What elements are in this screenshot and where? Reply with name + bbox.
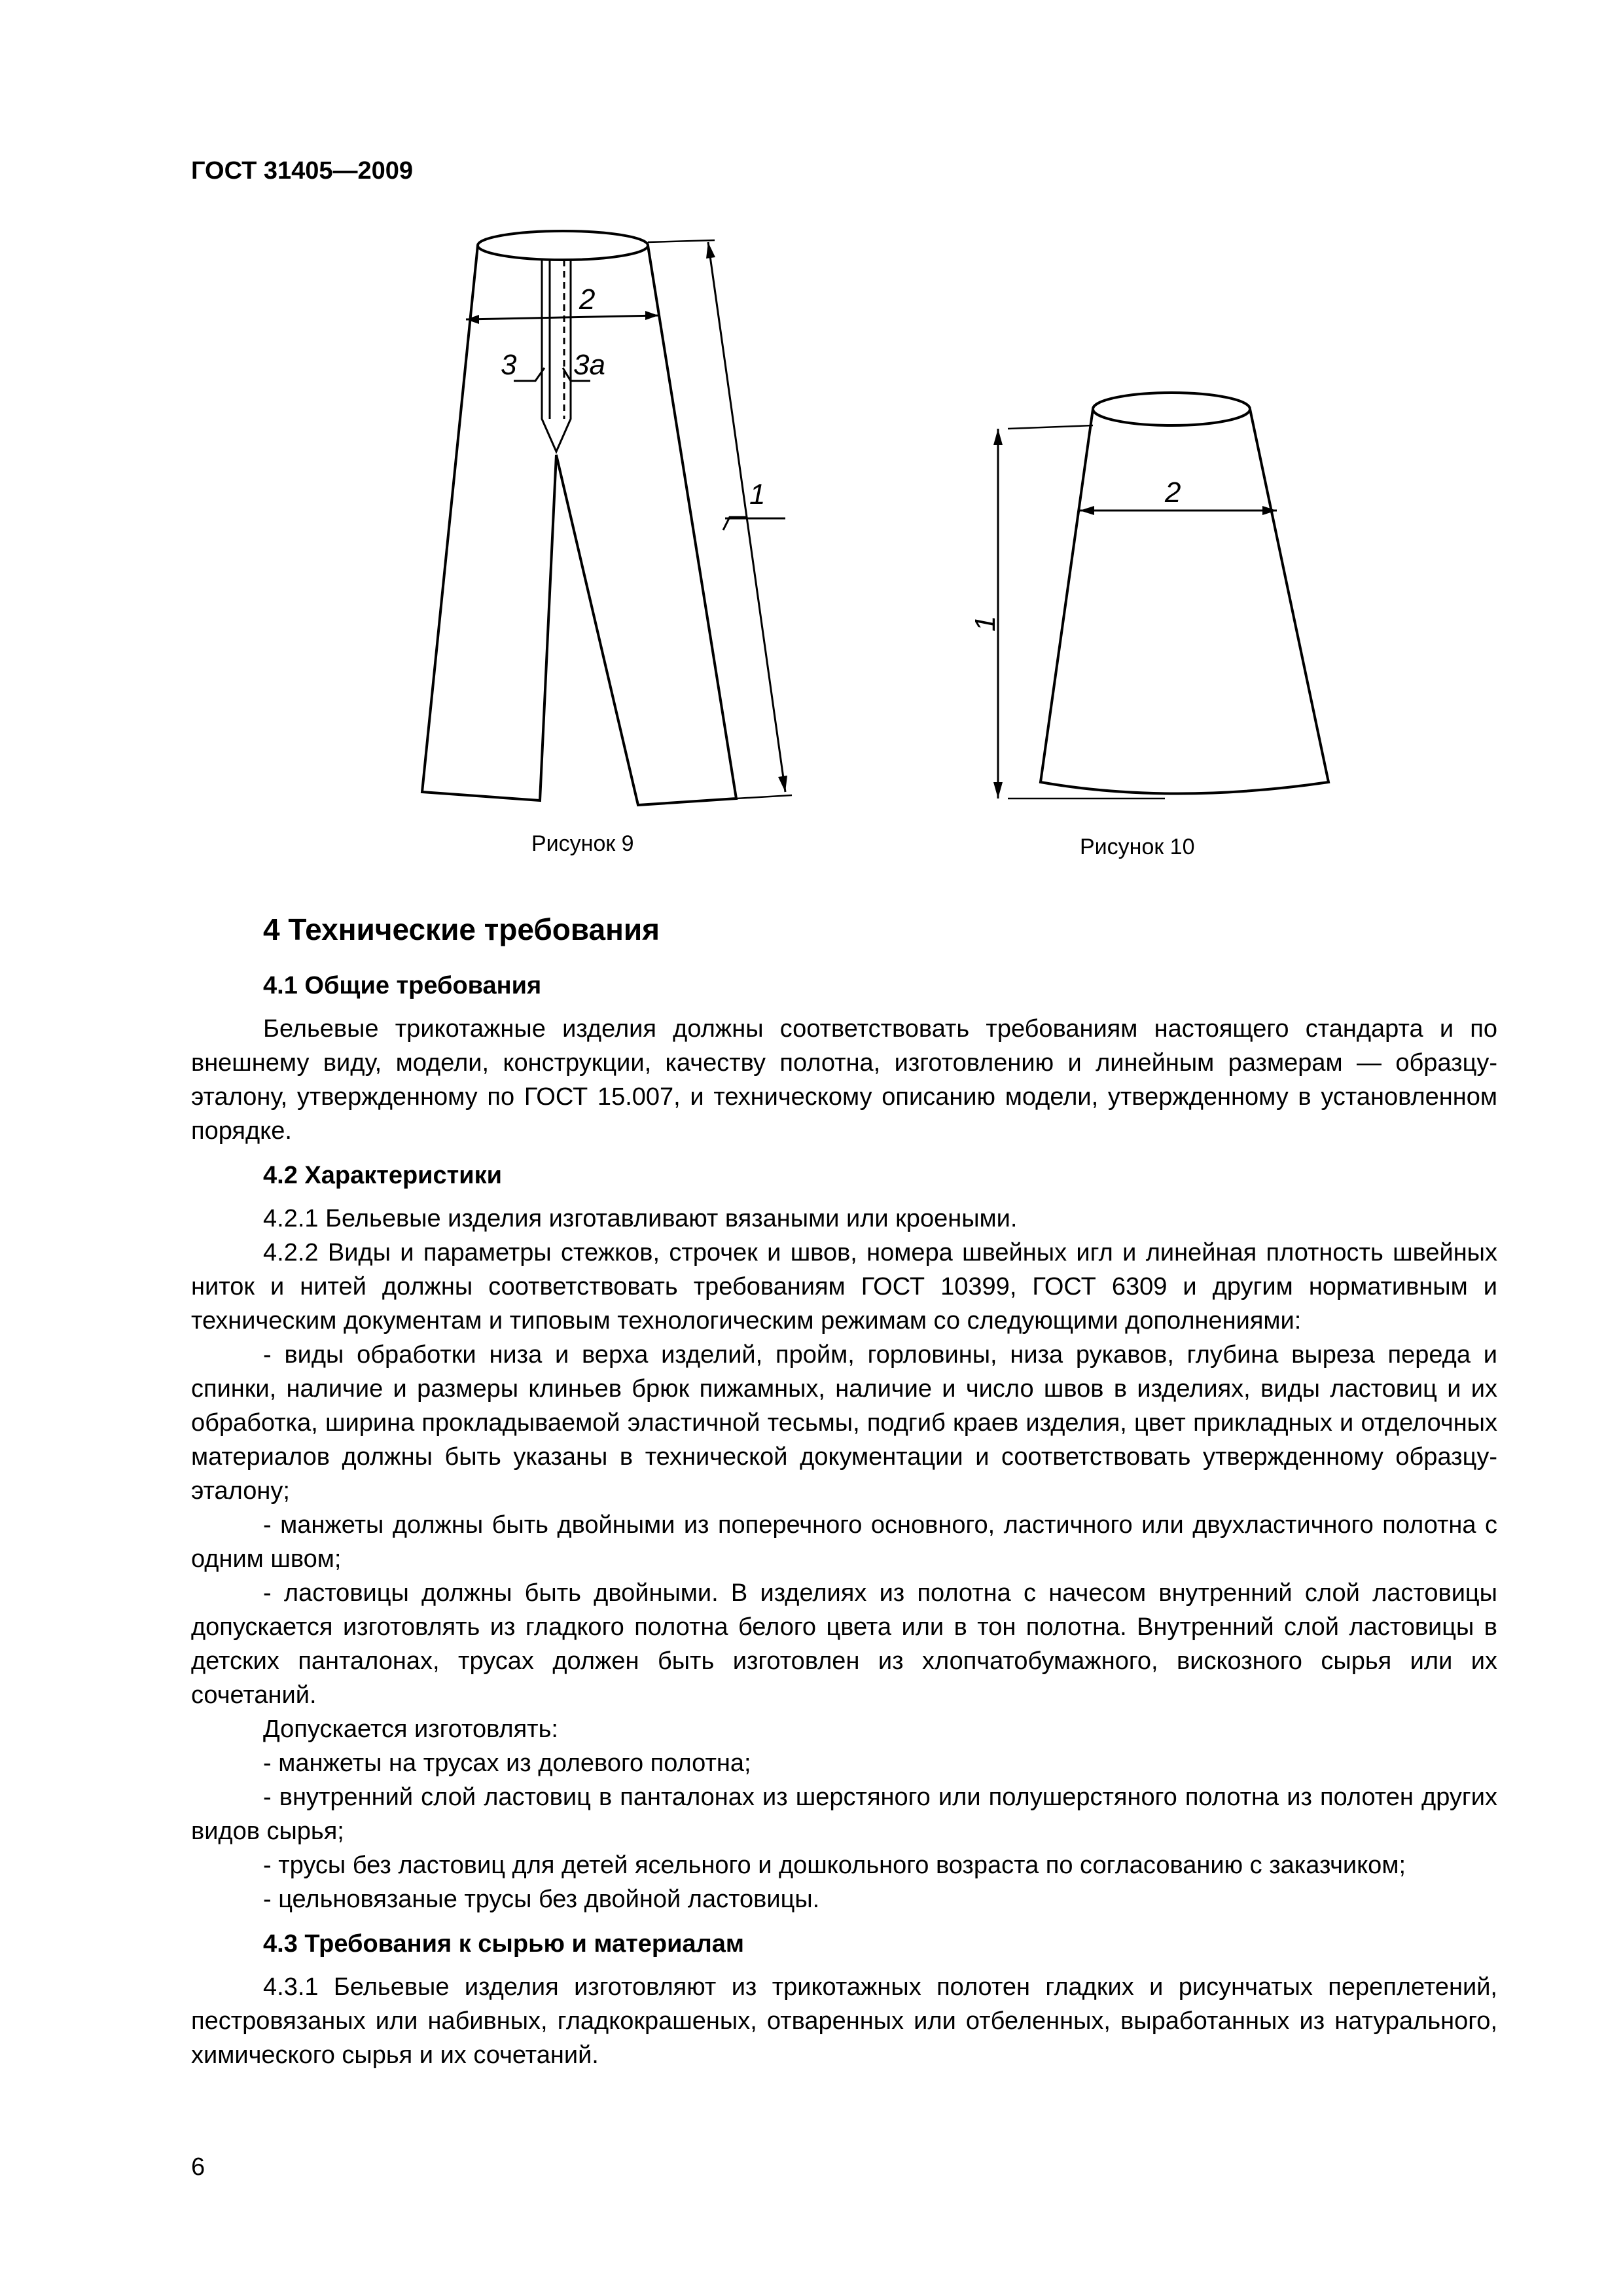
fig10-label-1: 1	[969, 615, 1001, 632]
figure-10-caption: Рисунок 10	[1080, 834, 1195, 859]
fig10-label-2: 2	[1165, 476, 1181, 509]
section-4-1-title: 4.1 Общие требования	[263, 972, 542, 999]
document-body	[191, 910, 1497, 2072]
clause-4-2-1: 4.2.1 Бельевые изделия изготавливают вязаными или кроеными.	[263, 1205, 1018, 1232]
section-4-1-paragraph: Бельевые трикотажные изделия должны соответствовать требованиям настоящего стандарта и по внешнему виду, модели, конструкции, качеству полотна, изготовлению и линейным размерам — образцу-эталону, утвержденному по ГОСТ 15.007, и техническому описанию модели, утвержденному в установленном порядке.	[191, 1015, 1497, 1145]
section-4-3-title: 4.3 Требования к сырью и материалам	[263, 1930, 744, 1958]
list-item: - манжеты на трусах из долевого полотна;	[263, 1749, 751, 1777]
figure-9-caption: Рисунок 9	[531, 831, 634, 856]
section-4-2-title: 4.2 Характеристики	[263, 1162, 503, 1189]
fig9-label-1: 1	[749, 478, 766, 511]
list-item: - трусы без ластовиц для детей ясельного и дошкольного возраста по согласованию с заказчиком;	[263, 1852, 1406, 1879]
figure-10-skirt-diagram	[969, 373, 1374, 818]
list-item: - внутренний слой ластовиц в панталонах из шерстяного или полушерстяного полотна из полотен других видов сырья;	[191, 1784, 1497, 1845]
clause-4-3-1: 4.3.1 Бельевые изделия изготовляют из трикотажных полотен гладких и рисунчатых переплетений, пестровязаных или набивных, гладкокрашеных, отваренных или отбеленных, выработанных из натурального, химического сырья и их сочетаний.	[191, 1973, 1497, 2069]
clause-4-2-2: 4.2.2 Виды и параметры стежков, строчек и швов, номера швейных игл и линейная плотность швейных ниток и нитей должны соответствовать требованиям ГОСТ 10399, ГОСТ 6309 и другим нормативным и техническим документам и типовым технологическим режимам со следующими дополнениями:	[191, 1239, 1497, 1335]
figure-9-trousers-diagram	[366, 223, 825, 818]
allowed-intro: Допускается изготовлять:	[263, 1715, 558, 1743]
list-item: - ластовицы должны быть двойными. В изделиях из полотна с начесом внутренний слой ластовицы допускается изготовлять из гладкого полотна белого цвета или в тон полотна. Внутренний слой ластовицы в детских панталонах, трусах должен быть изготовлен из хлопчатобумажного, вискозного сырья или их сочетаний.	[191, 1579, 1497, 1709]
list-item: - цельновязаные трусы без двойной ластовицы.	[263, 1886, 820, 1913]
fig9-label-3a: 3а	[573, 349, 605, 381]
document-header: ГОСТ 31405—2009	[191, 157, 414, 185]
fig9-label-3: 3	[501, 349, 517, 381]
fig9-label-2: 2	[579, 283, 596, 315]
list-item: - виды обработки низа и верха изделий, пройм, горловины, низа рукавов, глубина выреза переда и спинки, наличие и размеры клиньев брюк пижамных, наличие и число швов в изделиях, виды ластовиц и их обработка, ширина прокладываемой эластичной тесьмы, подгиб краев изделия, цвет прикладных и отделочных материалов должны быть указаны в технической документации и соответствовать утвержденному образцу-эталону;	[191, 1341, 1497, 1505]
section-4-title: 4 Технические требования	[263, 912, 660, 946]
list-item: - манжеты должны быть двойными из поперечного основного, ластичного или двухластичного полотна с одним швом;	[191, 1511, 1497, 1573]
page-number: 6	[191, 2153, 205, 2181]
